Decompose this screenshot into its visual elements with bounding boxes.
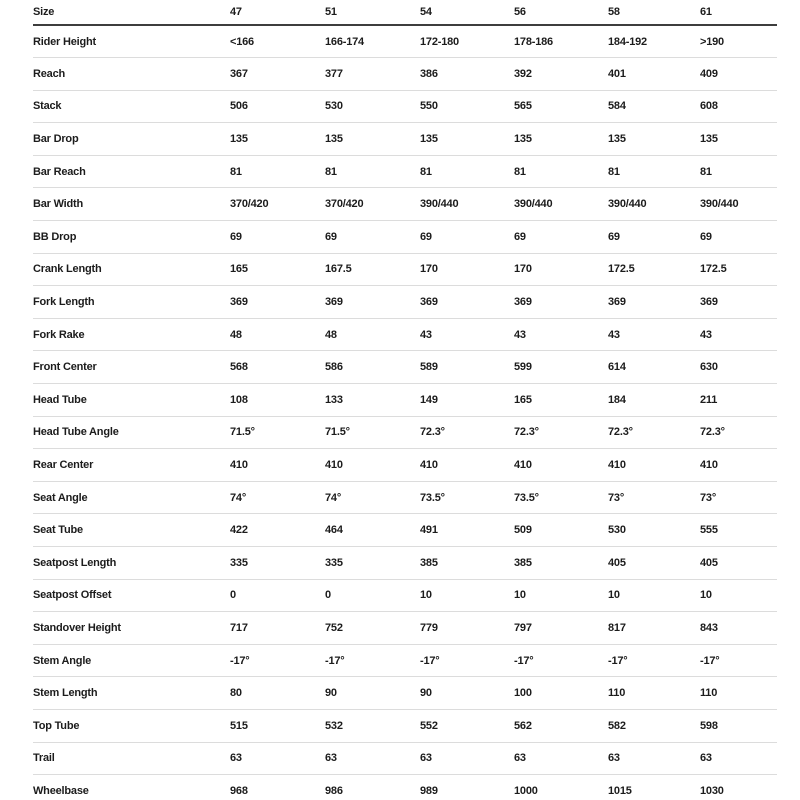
cell-value: 110 <box>608 677 700 710</box>
cell-value: 401 <box>608 58 700 91</box>
cell-value: 369 <box>700 286 777 319</box>
table-row <box>33 416 777 449</box>
cell-value: 779 <box>420 612 514 645</box>
cell-value: 0 <box>325 579 420 612</box>
cell-value: 509 <box>514 514 608 547</box>
table-row <box>33 775 777 800</box>
cell-value: 367 <box>230 58 325 91</box>
cell-value: 598 <box>700 709 777 742</box>
table-row <box>33 123 777 156</box>
table-row <box>33 221 777 254</box>
cell-value: 166-174 <box>325 25 420 58</box>
cell-value: 74° <box>230 481 325 514</box>
row-label: Bar Reach <box>33 155 230 188</box>
cell-value: 63 <box>608 742 700 775</box>
table-row <box>33 155 777 188</box>
table-row <box>33 612 777 645</box>
table-row <box>33 25 777 58</box>
cell-value: 989 <box>420 775 514 800</box>
cell-value: 0 <box>230 579 325 612</box>
cell-value: 385 <box>514 547 608 580</box>
cell-value: 608 <box>700 90 777 123</box>
cell-value: 135 <box>325 123 420 156</box>
cell-value: 530 <box>325 90 420 123</box>
cell-value: 1015 <box>608 775 700 800</box>
cell-value: 48 <box>230 318 325 351</box>
cell-value: 165 <box>230 253 325 286</box>
row-label: Stack <box>33 90 230 123</box>
cell-value: 172.5 <box>700 253 777 286</box>
cell-value: 589 <box>420 351 514 384</box>
cell-value: 370/420 <box>230 188 325 221</box>
cell-value: 410 <box>514 449 608 482</box>
table-row <box>33 90 777 123</box>
table-row <box>33 709 777 742</box>
cell-value: 843 <box>700 612 777 645</box>
table-row <box>33 481 777 514</box>
cell-value: -17° <box>608 644 700 677</box>
cell-value: 71.5° <box>230 416 325 449</box>
row-label: Rear Center <box>33 449 230 482</box>
row-label: Head Tube <box>33 384 230 417</box>
row-label: Stem Angle <box>33 644 230 677</box>
cell-value: 178-186 <box>514 25 608 58</box>
cell-value: 386 <box>420 58 514 91</box>
cell-value: 410 <box>230 449 325 482</box>
cell-value: 550 <box>420 90 514 123</box>
cell-value: 63 <box>230 742 325 775</box>
cell-value: 48 <box>325 318 420 351</box>
row-label: Fork Rake <box>33 318 230 351</box>
cell-value: 369 <box>230 286 325 319</box>
header-row <box>33 0 777 25</box>
row-label: Bar Drop <box>33 123 230 156</box>
cell-value: 586 <box>325 351 420 384</box>
cell-value: 369 <box>514 286 608 319</box>
table-row <box>33 579 777 612</box>
cell-value: 390/440 <box>420 188 514 221</box>
cell-value: 90 <box>325 677 420 710</box>
row-label: Seat Angle <box>33 481 230 514</box>
cell-value: 562 <box>514 709 608 742</box>
cell-value: 69 <box>420 221 514 254</box>
cell-value: 172.5 <box>608 253 700 286</box>
cell-value: 377 <box>325 58 420 91</box>
cell-value: 184-192 <box>608 25 700 58</box>
cell-value: 90 <box>420 677 514 710</box>
table-row <box>33 188 777 221</box>
cell-value: 568 <box>230 351 325 384</box>
cell-value: 43 <box>420 318 514 351</box>
cell-value: 10 <box>514 579 608 612</box>
cell-value: 390/440 <box>514 188 608 221</box>
cell-value: -17° <box>230 644 325 677</box>
table-body <box>33 25 777 800</box>
cell-value: 167.5 <box>325 253 420 286</box>
cell-value: 108 <box>230 384 325 417</box>
cell-value: 1000 <box>514 775 608 800</box>
cell-value: >190 <box>700 25 777 58</box>
column-header-size-61: 61 <box>700 0 777 25</box>
cell-value: 69 <box>230 221 325 254</box>
cell-value: 1030 <box>700 775 777 800</box>
cell-value: 72.3° <box>608 416 700 449</box>
table-row <box>33 253 777 286</box>
row-label: BB Drop <box>33 221 230 254</box>
row-label: Seatpost Length <box>33 547 230 580</box>
cell-value: 410 <box>608 449 700 482</box>
cell-value: 72.3° <box>700 416 777 449</box>
column-header-size-47: 47 <box>230 0 325 25</box>
cell-value: 63 <box>325 742 420 775</box>
cell-value: 370/420 <box>325 188 420 221</box>
row-label: Bar Width <box>33 188 230 221</box>
cell-value: 69 <box>700 221 777 254</box>
row-label: Seatpost Offset <box>33 579 230 612</box>
cell-value: 69 <box>325 221 420 254</box>
cell-value: 599 <box>514 351 608 384</box>
cell-value: 491 <box>420 514 514 547</box>
cell-value: -17° <box>420 644 514 677</box>
row-label: Wheelbase <box>33 775 230 800</box>
table-row <box>33 742 777 775</box>
cell-value: 80 <box>230 677 325 710</box>
cell-value: -17° <box>700 644 777 677</box>
cell-value: 335 <box>230 547 325 580</box>
cell-value: 717 <box>230 612 325 645</box>
cell-value: 73.5° <box>514 481 608 514</box>
cell-value: 464 <box>325 514 420 547</box>
cell-value: 405 <box>700 547 777 580</box>
cell-value: 582 <box>608 709 700 742</box>
cell-value: 149 <box>420 384 514 417</box>
cell-value: 135 <box>608 123 700 156</box>
cell-value: 986 <box>325 775 420 800</box>
cell-value: 410 <box>700 449 777 482</box>
cell-value: 385 <box>420 547 514 580</box>
cell-value: 584 <box>608 90 700 123</box>
cell-value: 165 <box>514 384 608 417</box>
row-label: Trail <box>33 742 230 775</box>
cell-value: 73° <box>700 481 777 514</box>
cell-value: 405 <box>608 547 700 580</box>
cell-value: 211 <box>700 384 777 417</box>
cell-value: 409 <box>700 58 777 91</box>
cell-value: 392 <box>514 58 608 91</box>
table-row <box>33 58 777 91</box>
cell-value: 552 <box>420 709 514 742</box>
cell-value: 172-180 <box>420 25 514 58</box>
cell-value: 170 <box>420 253 514 286</box>
row-label: Stem Length <box>33 677 230 710</box>
column-header-size-51: 51 <box>325 0 420 25</box>
cell-value: 135 <box>420 123 514 156</box>
cell-value: 515 <box>230 709 325 742</box>
cell-value: 73.5° <box>420 481 514 514</box>
row-label: Fork Length <box>33 286 230 319</box>
row-label: Rider Height <box>33 25 230 58</box>
row-label: Crank Length <box>33 253 230 286</box>
cell-value: 530 <box>608 514 700 547</box>
cell-value: 532 <box>325 709 420 742</box>
geometry-table <box>33 0 777 800</box>
column-header-size-56: 56 <box>514 0 608 25</box>
cell-value: 69 <box>514 221 608 254</box>
row-label: Head Tube Angle <box>33 416 230 449</box>
cell-value: 135 <box>700 123 777 156</box>
column-header-size: Size <box>33 0 230 25</box>
cell-value: 10 <box>700 579 777 612</box>
cell-value: 506 <box>230 90 325 123</box>
cell-value: 369 <box>325 286 420 319</box>
cell-value: 100 <box>514 677 608 710</box>
cell-value: 69 <box>608 221 700 254</box>
cell-value: 81 <box>514 155 608 188</box>
cell-value: 63 <box>514 742 608 775</box>
cell-value: 74° <box>325 481 420 514</box>
cell-value: 10 <box>420 579 514 612</box>
cell-value: 71.5° <box>325 416 420 449</box>
cell-value: 81 <box>325 155 420 188</box>
table-row <box>33 286 777 319</box>
column-header-size-54: 54 <box>420 0 514 25</box>
cell-value: 170 <box>514 253 608 286</box>
cell-value: 184 <box>608 384 700 417</box>
row-label: Front Center <box>33 351 230 384</box>
cell-value: 81 <box>700 155 777 188</box>
cell-value: 10 <box>608 579 700 612</box>
cell-value: 63 <box>420 742 514 775</box>
cell-value: 390/440 <box>700 188 777 221</box>
cell-value: 752 <box>325 612 420 645</box>
cell-value: 797 <box>514 612 608 645</box>
cell-value: 369 <box>608 286 700 319</box>
cell-value: 110 <box>700 677 777 710</box>
row-label: Seat Tube <box>33 514 230 547</box>
cell-value: 410 <box>325 449 420 482</box>
table-row <box>33 644 777 677</box>
column-header-size-58: 58 <box>608 0 700 25</box>
cell-value: 72.3° <box>514 416 608 449</box>
row-label: Top Tube <box>33 709 230 742</box>
cell-value: 81 <box>608 155 700 188</box>
row-label: Standover Height <box>33 612 230 645</box>
cell-value: 410 <box>420 449 514 482</box>
cell-value: 43 <box>608 318 700 351</box>
cell-value: 43 <box>700 318 777 351</box>
table-row <box>33 449 777 482</box>
table-row <box>33 677 777 710</box>
cell-value: 72.3° <box>420 416 514 449</box>
row-label: Reach <box>33 58 230 91</box>
cell-value: 422 <box>230 514 325 547</box>
cell-value: 135 <box>514 123 608 156</box>
table-row <box>33 351 777 384</box>
table-row <box>33 318 777 351</box>
cell-value: 968 <box>230 775 325 800</box>
cell-value: 390/440 <box>608 188 700 221</box>
cell-value: 63 <box>700 742 777 775</box>
cell-value: 817 <box>608 612 700 645</box>
table-row <box>33 514 777 547</box>
cell-value: <166 <box>230 25 325 58</box>
cell-value: 565 <box>514 90 608 123</box>
cell-value: 43 <box>514 318 608 351</box>
cell-value: -17° <box>514 644 608 677</box>
cell-value: 81 <box>230 155 325 188</box>
table-row <box>33 384 777 417</box>
cell-value: 73° <box>608 481 700 514</box>
cell-value: 630 <box>700 351 777 384</box>
cell-value: 614 <box>608 351 700 384</box>
cell-value: 81 <box>420 155 514 188</box>
table-row <box>33 547 777 580</box>
cell-value: 369 <box>420 286 514 319</box>
cell-value: 335 <box>325 547 420 580</box>
cell-value: 133 <box>325 384 420 417</box>
cell-value: -17° <box>325 644 420 677</box>
cell-value: 135 <box>230 123 325 156</box>
cell-value: 555 <box>700 514 777 547</box>
